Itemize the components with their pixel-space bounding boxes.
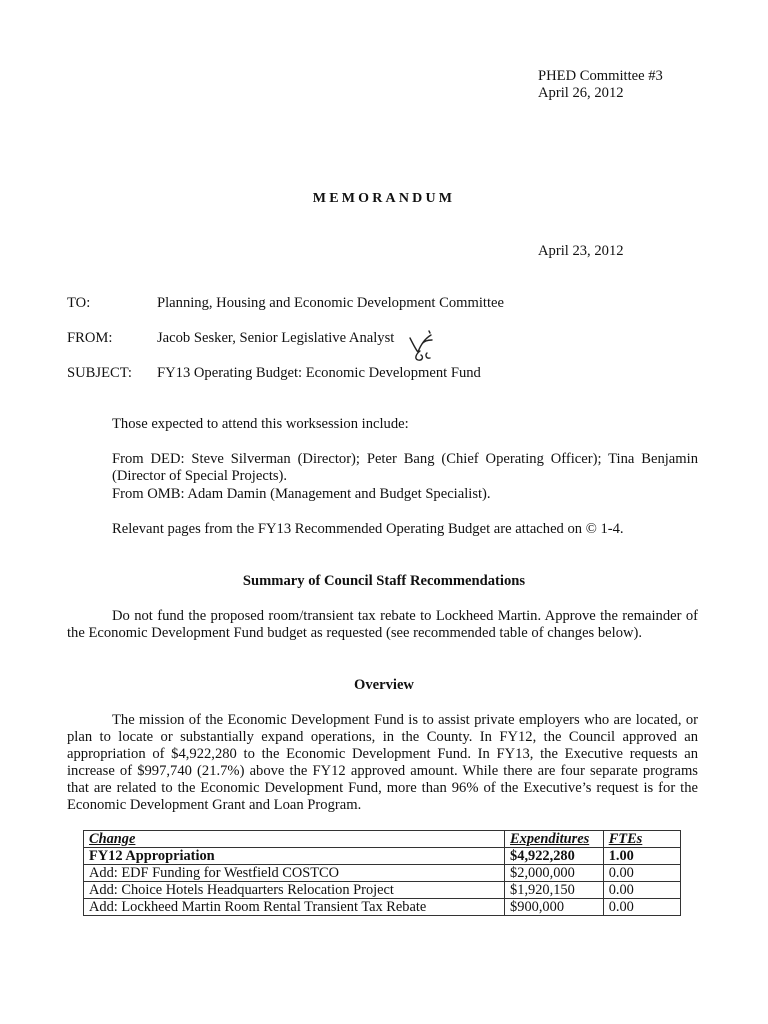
ftes-cell: 1.00 — [603, 848, 680, 865]
summary-text: Do not fund the proposed room/transient tax rebate to Lockheed Martin. Approve the remainder of the Economic Development Fund budget as requested (see recommended table of changes below). — [67, 608, 698, 641]
from-label: FROM: — [67, 330, 113, 346]
to-value: Planning, Housing and Economic Development Committee — [157, 295, 504, 311]
table-header-row — [84, 831, 681, 848]
table-row — [84, 865, 681, 882]
summary-heading: Summary of Council Staff Recommendations — [242, 573, 526, 589]
document-header — [538, 68, 663, 102]
expenditures-cell: $4,922,280 — [505, 848, 604, 865]
subject-label: SUBJECT: — [67, 365, 132, 381]
attendees-intro: Those expected to attend this worksession include: — [112, 416, 409, 432]
attendees-ded: From DED: Steve Silverman (Director); Peter Bang (Chief Operating Officer); Tina Benjamin (Director of Special Projects). — [112, 451, 698, 484]
overview-heading: Overview — [354, 677, 414, 693]
expenditures-cell: $2,000,000 — [505, 865, 604, 882]
committee-line: PHED Committee #3 — [538, 68, 663, 84]
ftes-cell: 0.00 — [603, 899, 680, 916]
from-value: Jacob Sesker, Senior Legislative Analyst — [157, 330, 395, 346]
header-date: April 26, 2012 — [538, 85, 624, 101]
relevant-pages: Relevant pages from the FY13 Recommended Operating Budget are attached on © 1-4. — [112, 521, 624, 537]
change-cell: Add: Lockheed Martin Room Rental Transient Tax Rebate — [84, 899, 505, 916]
attendees-omb: From OMB: Adam Damin (Management and Budget Specialist). — [112, 486, 491, 502]
table-row — [84, 899, 681, 916]
overview-text: The mission of the Economic Development Fund is to assist private employers who are located, or plan to locate or substantially expand operations, in the County. In FY12, the Council approved an appropriation of $4,922,280 to the Economic Development Fund. In FY13, the Executive requests an increase of $997,740 (21.7%) above the FY12 approved amount. While there are four separate programs that are related to the Economic Development Fund, more than 96% of the Executive’s request is for the Economic Development Grant and Loan Program. — [67, 712, 698, 813]
expenditures-cell: $1,920,150 — [505, 882, 604, 899]
expenditures-cell: $900,000 — [505, 899, 604, 916]
initials-signature — [406, 330, 440, 362]
memo-title: MEMORANDUM — [312, 191, 456, 206]
change-cell: FY12 Appropriation — [84, 848, 505, 865]
table-row — [84, 848, 681, 865]
column-header-change: Change — [89, 831, 136, 847]
change-cell: Add: EDF Funding for Westfield COSTCO — [84, 865, 505, 882]
table-row — [84, 882, 681, 899]
subject-value: FY13 Operating Budget: Economic Development Fund — [157, 365, 481, 381]
column-header-ftes: FTEs — [608, 831, 643, 847]
memo-date: April 23, 2012 — [538, 243, 624, 259]
ftes-cell: 0.00 — [603, 882, 680, 899]
to-label: TO: — [67, 295, 91, 311]
column-header-expenditures: Expenditures — [510, 831, 590, 847]
change-cell: Add: Choice Hotels Headquarters Relocation Project — [84, 882, 505, 899]
changes-table — [83, 830, 681, 916]
ftes-cell: 0.00 — [603, 865, 680, 882]
